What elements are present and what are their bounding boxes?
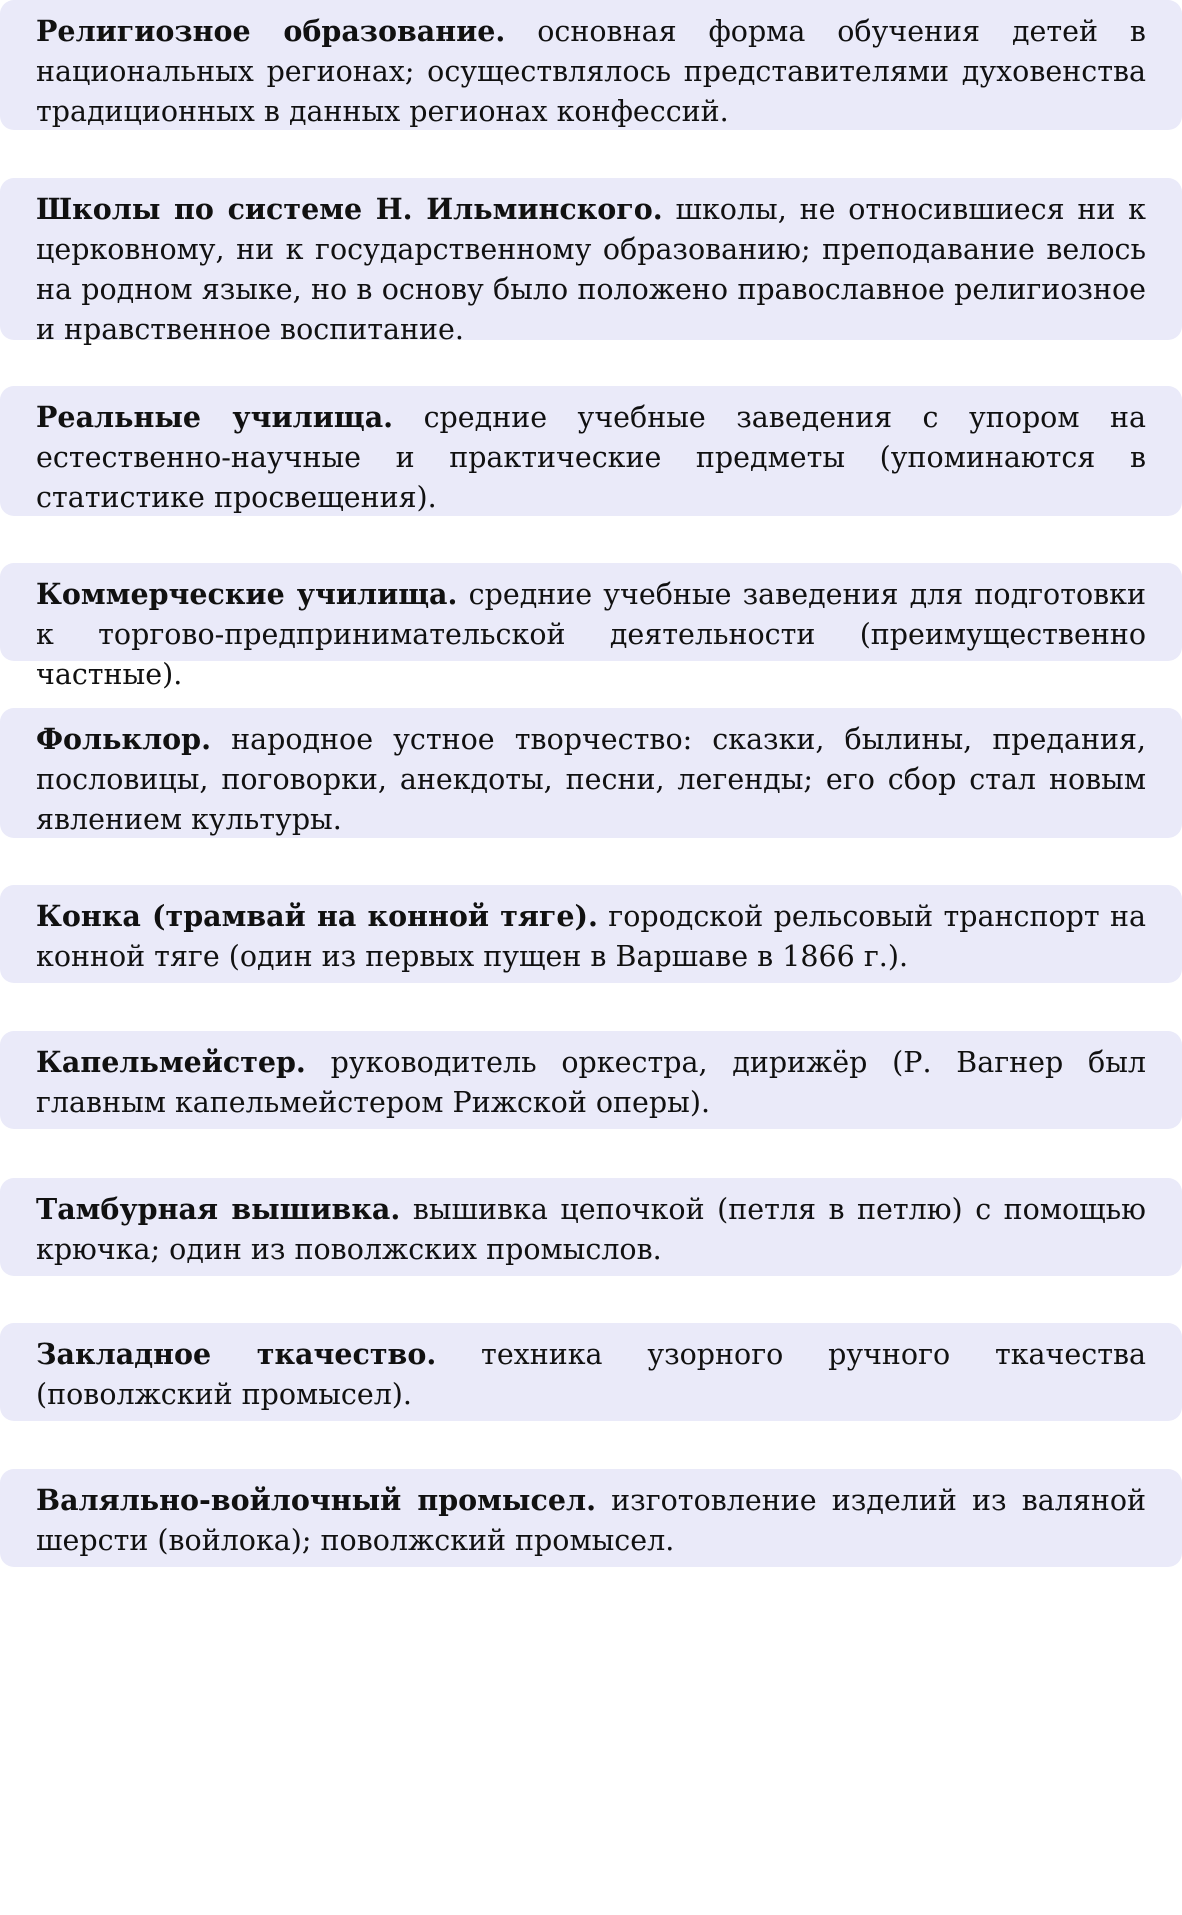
glossary-entry-ilminsky-schools <box>0 178 1182 346</box>
entry-definition: изготовление изделий из валяной шерсти (войлока); поволжский промысел. <box>36 1484 1146 1557</box>
entry-text <box>36 896 1146 977</box>
entry-text <box>36 719 1146 840</box>
entry-term: Закладное ткачество. <box>36 1337 437 1371</box>
entry-text <box>36 1334 1146 1415</box>
glossary-entry-folklore <box>0 708 1182 838</box>
entry-term: Фольклор. <box>36 722 212 756</box>
entry-term: Конка (трамвай на конной тяге). <box>36 899 598 933</box>
glossary-entry-felting-craft <box>0 1469 1182 1567</box>
glossary-entry-inlay-weaving <box>0 1323 1182 1421</box>
entry-term: Тамбурная вышивка. <box>36 1192 401 1226</box>
entry-definition: народное устное творчество: сказки, былины, предания, пословицы, поговорки, анекдоты, песни, легенды; его сбор стал новым явлением культуры. <box>36 723 1146 836</box>
glossary-entry-tambour-embroidery <box>0 1178 1182 1276</box>
entry-definition: техника узорного ручного ткачества (поволжский промысел). <box>36 1338 1147 1411</box>
entry-definition: руководитель оркестра, дирижёр (Р. Вагнер был главным капельмейстером Рижской оперы). <box>36 1046 1146 1119</box>
entry-text <box>36 1480 1146 1561</box>
entry-term: Капельмейстер. <box>36 1045 306 1079</box>
entry-text <box>36 11 1146 132</box>
glossary-entry-kapellmeister <box>0 1031 1182 1129</box>
entry-text <box>36 397 1146 518</box>
entry-definition: средние учебные заведения с упором на естественно-научные и практические предметы (упоминаются в статистике просвещения). <box>36 401 1146 514</box>
entry-definition: средние учебные заведения для подготовки к торгово-предпринимательской деятельности (преимущественно частные). <box>36 578 1146 691</box>
glossary-entry-commercial-schools <box>0 563 1182 691</box>
glossary-entry-real-schools <box>0 386 1182 516</box>
entry-term: Валяльно-войлочный промысел. <box>36 1483 596 1517</box>
glossary-entry-horsecar <box>0 885 1182 983</box>
entry-term: Школы по системе Н. Ильминского. <box>36 192 663 226</box>
entry-term: Реальные училища. <box>36 400 394 434</box>
entry-text <box>36 1189 1146 1270</box>
entry-text <box>36 189 1146 350</box>
entry-definition: основная форма обучения детей в национальных регионах; осуществлялось представителями духовенства традиционных в данных регионах конфессий. <box>36 15 1146 128</box>
entry-term: Коммерческие училища. <box>36 577 458 611</box>
entry-definition: школы, не относившиеся ни к церковному, ни к государственному образованию; преподавание велось на родном языке, но в основу было положено православное религиозное и нравственное воспитание. <box>36 193 1146 346</box>
entry-term: Религиозное образование. <box>36 14 506 48</box>
entry-definition: городской рельсовый транспорт на конной тяге (один из первых пущен в Варшаве в 1866 г.). <box>36 900 1146 973</box>
entry-text <box>36 1042 1146 1123</box>
entry-text <box>36 574 1146 695</box>
glossary-entry-religious-education <box>0 0 1182 130</box>
entry-definition: вышивка цепочкой (петля в петлю) с помощью крючка; один из поволжских промыслов. <box>36 1193 1146 1266</box>
